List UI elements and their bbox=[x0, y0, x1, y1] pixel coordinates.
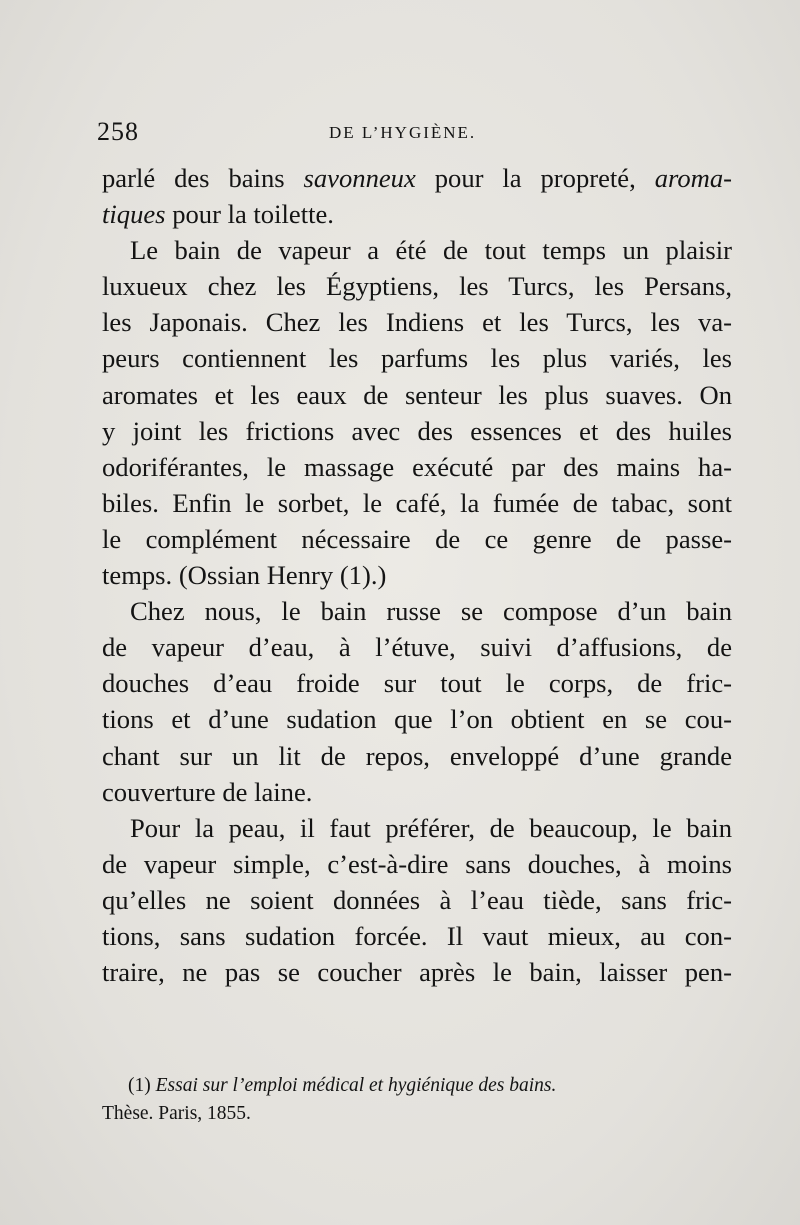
text-line: luxueux chez les Égyptiens, les Turcs, les Persans, bbox=[102, 271, 732, 302]
text-line: de vapeur simple, c’est-à-dire sans douches, à moins bbox=[102, 848, 732, 879]
text-fragment: parlé des bains bbox=[102, 163, 285, 193]
text-line: de vapeur d’eau, à l’étuve, suivi d’affusions, de bbox=[102, 632, 732, 663]
footnote-title: Essai sur l’emploi médical et hygiénique des bains. bbox=[155, 1075, 557, 1096]
italic-word: savonneux bbox=[303, 163, 416, 193]
footnote-line: Thèse. Paris, 1855. bbox=[102, 1103, 251, 1124]
text-line: peurs contiennent les parfums les plus variés, les bbox=[102, 343, 732, 374]
text-line: biles. Enfin le sorbet, le café, la fumée de tabac, sont bbox=[102, 487, 732, 518]
text-line: Chez nous, le bain russe se compose d’un bain bbox=[130, 596, 732, 627]
text-fragment: pour la propreté, bbox=[434, 163, 636, 193]
text-line: couverture de laine. bbox=[102, 776, 313, 807]
footnote-marker: (1) bbox=[128, 1075, 151, 1096]
body-text bbox=[102, 160, 732, 990]
text-line: traire, ne pas se coucher après le bain, laisser pen- bbox=[102, 957, 732, 988]
text-line bbox=[102, 160, 732, 196]
text-line: qu’elles ne soient données à l’eau tiède, sans fric- bbox=[102, 884, 732, 915]
footnote-line bbox=[102, 1072, 742, 1100]
text-line: les Japonais. Chez les Indiens et les Turcs, les va- bbox=[102, 307, 732, 338]
text-line: le complément nécessaire de ce genre de passe- bbox=[102, 523, 732, 554]
text-line: tions et d’une sudation que l’on obtient en se cou- bbox=[102, 704, 732, 735]
running-head bbox=[97, 117, 737, 151]
italic-word: tiques bbox=[102, 199, 166, 230]
text-line: aromates et les eaux de senteur les plus suaves. On bbox=[102, 379, 732, 410]
italic-word: aroma- bbox=[654, 163, 733, 193]
text-line: chant sur un lit de repos, enveloppé d’une grande bbox=[102, 740, 732, 771]
text-fragment: pour la toilette. bbox=[172, 199, 334, 230]
text-line bbox=[102, 196, 732, 232]
text-line: Pour la peau, il faut préférer, de beaucoup, le bain bbox=[130, 812, 732, 843]
text-line: odoriférantes, le massage exécuté par des mains ha- bbox=[102, 451, 732, 482]
page-number: 258 bbox=[97, 117, 139, 146]
running-title: DE L’HYGIÈNE. bbox=[329, 123, 477, 142]
text-line: temps. (Ossian Henry (1).) bbox=[102, 560, 387, 591]
text-line: tions, sans sudation forcée. Il vaut mieux, au con- bbox=[102, 920, 732, 951]
text-line: douches d’eau froide sur tout le corps, de fric- bbox=[102, 668, 732, 699]
footnote bbox=[102, 1072, 742, 1128]
text-line: Le bain de vapeur a été de tout temps un plaisir bbox=[130, 235, 732, 266]
text-line: y joint les frictions avec des essences et des huiles bbox=[102, 415, 732, 446]
